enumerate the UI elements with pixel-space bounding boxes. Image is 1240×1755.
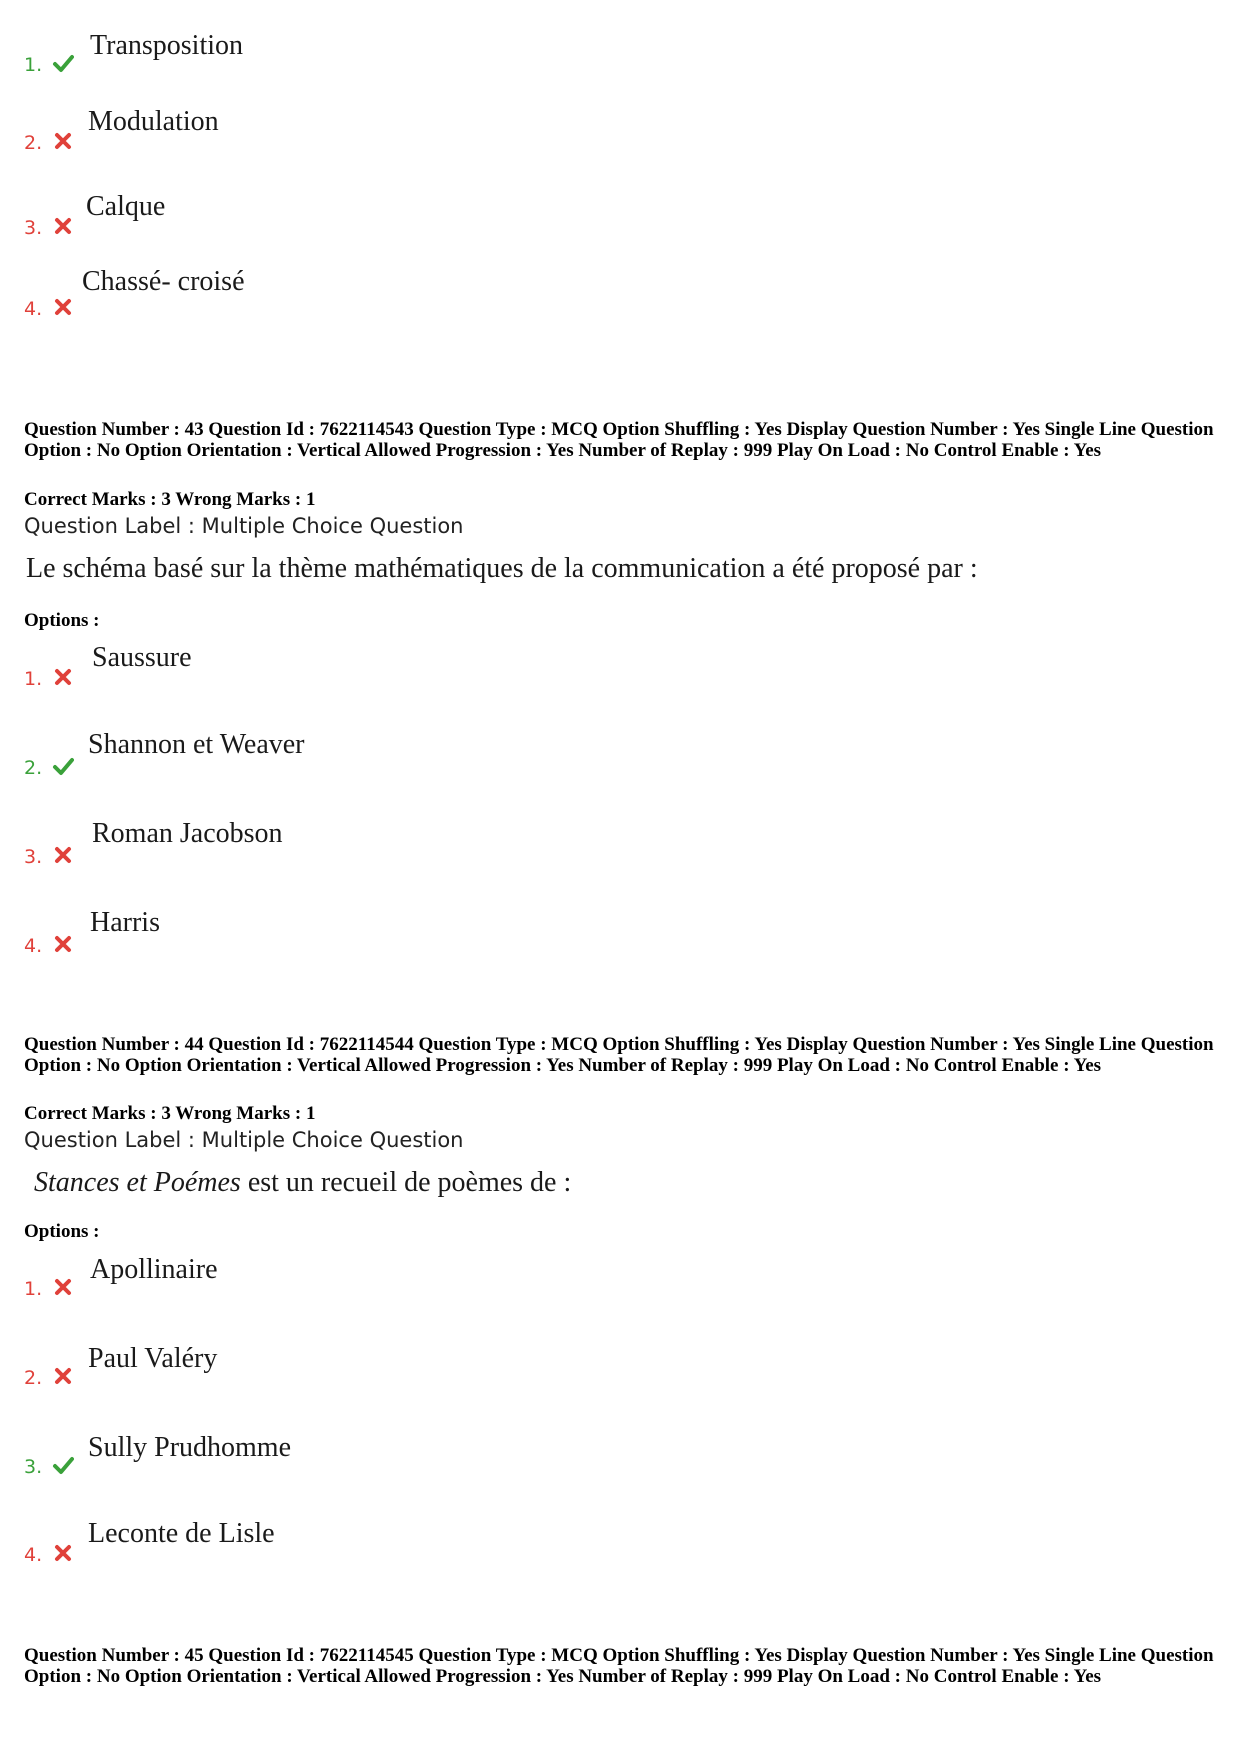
- cross-icon: [52, 1542, 74, 1564]
- q43-option-1: [24, 636, 624, 696]
- option-text: Sully Prudhomme: [88, 1432, 292, 1463]
- q44-question-text: [34, 1167, 571, 1199]
- cross-icon: [52, 1365, 74, 1387]
- q42-option-3: [24, 185, 624, 245]
- cross-icon: [52, 933, 74, 955]
- option-text: Roman Jacobson: [92, 818, 283, 849]
- option-text: Chassé- croisé: [82, 266, 245, 297]
- cross-icon: [52, 666, 74, 688]
- cross-icon: [52, 296, 74, 318]
- option-number: 1.: [24, 54, 43, 76]
- option-number: 4.: [24, 1544, 43, 1566]
- check-icon: [52, 52, 74, 74]
- option-number: 1.: [24, 668, 43, 690]
- option-number: 1.: [24, 1278, 43, 1300]
- check-icon: [52, 755, 74, 777]
- q42-option-2: [24, 100, 624, 160]
- q42-option-4: [24, 266, 624, 326]
- cross-icon: [52, 215, 74, 237]
- option-number: 4.: [24, 935, 43, 957]
- option-text: Paul Valéry: [88, 1343, 218, 1374]
- q43-option-2: [24, 725, 624, 785]
- option-number: 2.: [24, 1367, 43, 1389]
- q43-options-label: Options :: [24, 610, 100, 631]
- q45-metadata: Question Number : 45 Question Id : 7622114545 Question Type : MCQ Option Shuffling : Yes Display Question Number : Yes Single Line Question Option : No Option Orientation : Vertical Allowed Progression : Yes Number of Replay : 999 Play On Load : No Control Enable : Yes: [24, 1645, 1214, 1687]
- q43-question-text: Le schéma basé sur la thème mathématiques de la communication a été proposé par :: [26, 553, 978, 584]
- q43-marks: Correct Marks : 3 Wrong Marks : 1: [24, 489, 316, 510]
- option-text: Calque: [86, 191, 166, 222]
- option-text: Leconte de Lisle: [88, 1518, 275, 1549]
- q44-metadata: Question Number : 44 Question Id : 7622114544 Question Type : MCQ Option Shuffling : Yes Display Question Number : Yes Single Line Question Option : No Option Orientation : Vertical Allowed Progression : Yes Number of Replay : 999 Play On Load : No Control Enable : Yes: [24, 1034, 1214, 1076]
- q44-question-label: Question Label : Multiple Choice Question: [24, 1128, 464, 1152]
- option-number: 3.: [24, 217, 43, 239]
- q44-option-2: [24, 1335, 624, 1395]
- option-text: Transposition: [90, 30, 244, 61]
- cross-icon: [52, 844, 74, 866]
- q42-option-1: [24, 22, 624, 82]
- question-text-rest: est un recueil de poèmes de :: [240, 1167, 572, 1198]
- option-text: Shannon et Weaver: [88, 729, 305, 760]
- q44-option-1: [24, 1246, 624, 1306]
- option-number: 2.: [24, 132, 43, 154]
- q43-option-4: [24, 903, 624, 963]
- option-text: Saussure: [92, 642, 192, 673]
- q44-option-3: [24, 1424, 624, 1484]
- check-icon: [52, 1454, 74, 1476]
- q44-option-4: [24, 1512, 624, 1572]
- cross-icon: [52, 130, 74, 152]
- option-number: 3.: [24, 1456, 43, 1478]
- option-number: 4.: [24, 298, 43, 320]
- q44-marks: Correct Marks : 3 Wrong Marks : 1: [24, 1103, 316, 1124]
- q43-metadata: Question Number : 43 Question Id : 7622114543 Question Type : MCQ Option Shuffling : Yes Display Question Number : Yes Single Line Question Option : No Option Orientation : Vertical Allowed Progression : Yes Number of Replay : 999 Play On Load : No Control Enable : Yes: [24, 419, 1214, 461]
- option-number: 3.: [24, 846, 43, 868]
- q43-question-label: Question Label : Multiple Choice Question: [24, 514, 464, 538]
- option-text: Harris: [90, 907, 160, 938]
- cross-icon: [52, 1276, 74, 1298]
- q43-option-3: [24, 814, 624, 874]
- option-text: Apollinaire: [90, 1254, 218, 1285]
- option-text: Modulation: [88, 106, 219, 137]
- q44-options-label: Options :: [24, 1221, 100, 1242]
- option-number: 2.: [24, 757, 43, 779]
- book-title: Stances et Poémes: [34, 1167, 241, 1198]
